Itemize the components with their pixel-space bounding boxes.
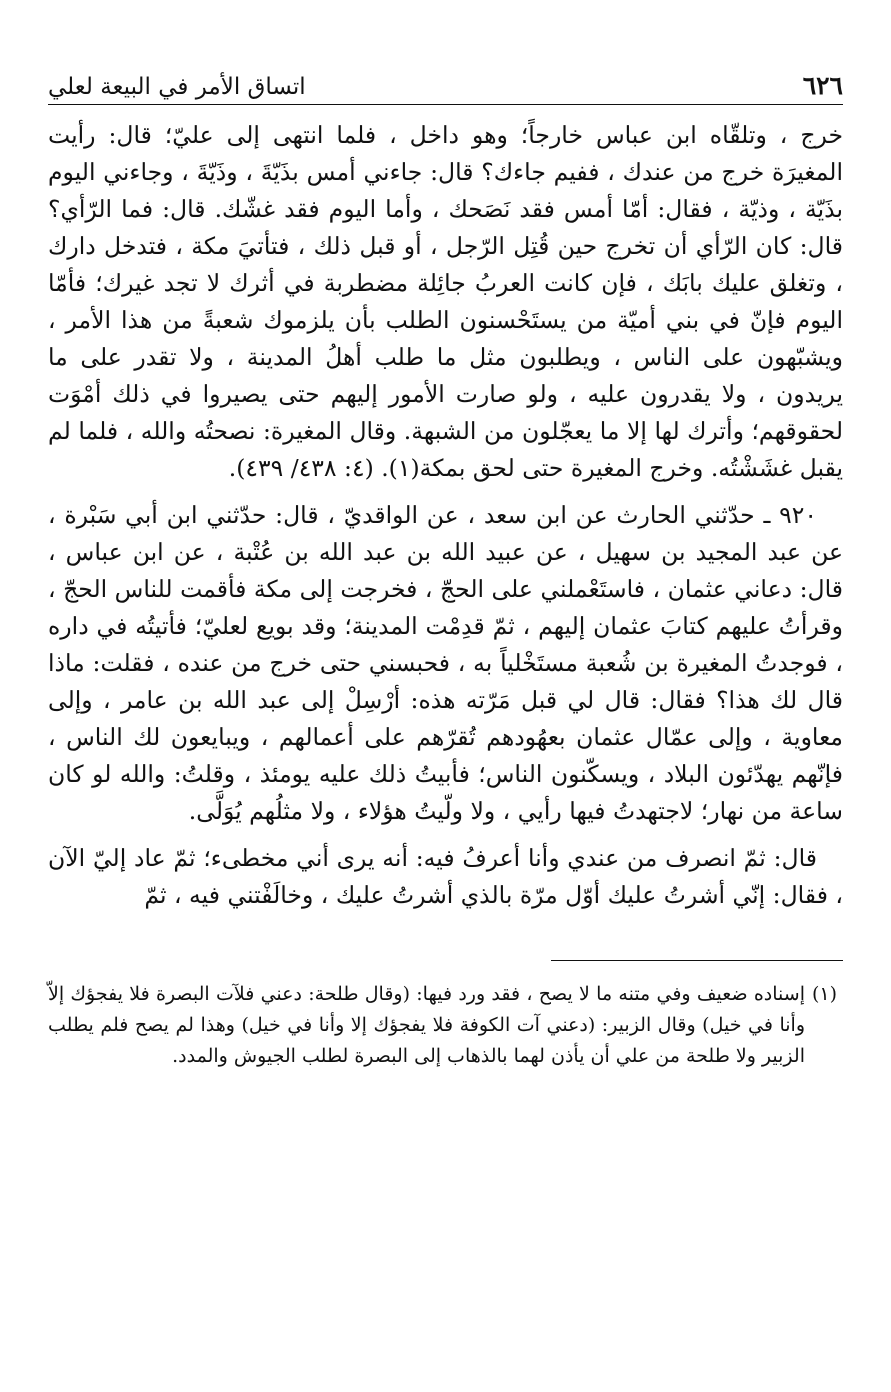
footnote-divider bbox=[551, 960, 843, 961]
footnote-marker: (١) bbox=[811, 983, 837, 1005]
paragraph: خرج ، وتلقّاه ابن عباس خارجاً؛ وهو داخل ، فلما انتهى إلى عليّ؛ قال: رأيت المغيرَة خرج من عندك ، ففيم جاءك؟ قال: جاءني أمس بذَيّةَ ، وذَيّةَ ، وجاءني اليوم بذَيّة ، وذيّة ، فقال: أمّا أمس فقد نَصَحك ، وأما اليوم فقد غشّك. قال: فما الرّأي؟ قال: كان الرّأي أن تخرج حين قُتِل الرّجل ، أو قبل ذلك ، فتأتيَ مكة ، فتدخل دارك ، وتغلق عليك بابَك ، فإن كانت العربُ جائِلة مضطربة في أثرك لا تجد غيرك؛ فأمّا اليوم فإنّ في بني أميّة من يستَحْسنون الطلب بأن يلزموك شعبةً من هذا الأمر ، ويشبّهون على الناس ، ويطلبون مثل ما طلب أهلُ المدينة ، ولا تقدر على ما يريدون ، ولا يقدرون عليه ، ولو صارت الأمور إليهم حتى يصيروا في ذلك أمْوَت لحقوقهم؛ وأترك لها إلا ما يعجّلون من الشبهة. وقال المغيرة: نصحتُه والله ، فلما لم يقبل غشَشْتُه. وخرج المغيرة حتى لحق بمكة(١). (٤: ٤٣٨/ ٤٣٩). bbox=[48, 121, 843, 482]
running-header bbox=[48, 60, 843, 105]
body-text bbox=[48, 117, 843, 914]
footnote-text: إسناده ضعيف وفي متنه ما لا يصح ، فقد ورد فيها: (وقال طلحة: دعني فلآت البصرة فلا يفجؤك إلاّ وأنا في خيل) وقال الزبير: (دعني آت الكوفة فلا يفجؤك إلا وأنا في خيل) وهذا لم يصح فلم يطلب الزبير ولا طلحة من علي أن يأذن لهما بالذهاب إلى البصرة لطلب الجيوش والمدد. bbox=[48, 983, 805, 1067]
page-number: ٦٢٦ bbox=[802, 71, 843, 100]
paragraph: قال: ثمّ انصرف من عندي وأنا أعرفُ فيه: أنه يرى أني مخطىء؛ ثمّ عاد إليّ الآن ، فقال: إنّي أشرتُ عليك أوّل مرّة بالذي أشرتُ عليك ، وخالَفْتني فيه ، ثمّ bbox=[48, 844, 843, 909]
running-title: اتساق الأمر في البيعة لعلي bbox=[48, 74, 306, 100]
book-page bbox=[48, 60, 843, 1072]
paragraph-narration-920: ٩٢٠ ـ حدّثني الحارث عن ابن سعد ، عن الواقديّ ، قال: حدّثني ابن أبي سَبْرة ، عن عبد المجيد بن سهيل ، عن عبيد الله بن عبد الله بن عُتْبة ، عن ابن عباس ، قال: دعاني عثمان ، فاستَعْملني على الحجّ ، فخرجت إلى مكة فأقمت للناس الحجّ ، وقرأتُ عليهم كتابَ عثمان إليهم ، ثمّ قدِمْت المدينة؛ وقد بويع لعليّ؛ فأتيتُه في داره ، فوجدتُ المغيرة بن شُعبة مستَخْلياً به ، فحبسني حتى خرج من عنده ، فقلت: ماذا قال لك هذا؟ فقال: قال لي قبل مَرّته هذه: أرْسِلْ إلى عبد الله بن عامر ، وإلى معاوية ، وإلى عمّال عثمان بعهُودهم تُقرّهم على أعمالهم ، ويبايعون لك الناس ، فإنّهم يهدّئون البلاد ، ويسكّنون الناس؛ فأبيتُ ذلك عليه يومئذ ، وقلتُ: والله لو كان ساعة من نهار؛ لاجتهدتُ فيها رأيي ، ولا ولّيتُ هؤلاء ، ولا مثلُهم يُوَلَّى. bbox=[48, 501, 843, 825]
footnote bbox=[48, 979, 843, 1072]
